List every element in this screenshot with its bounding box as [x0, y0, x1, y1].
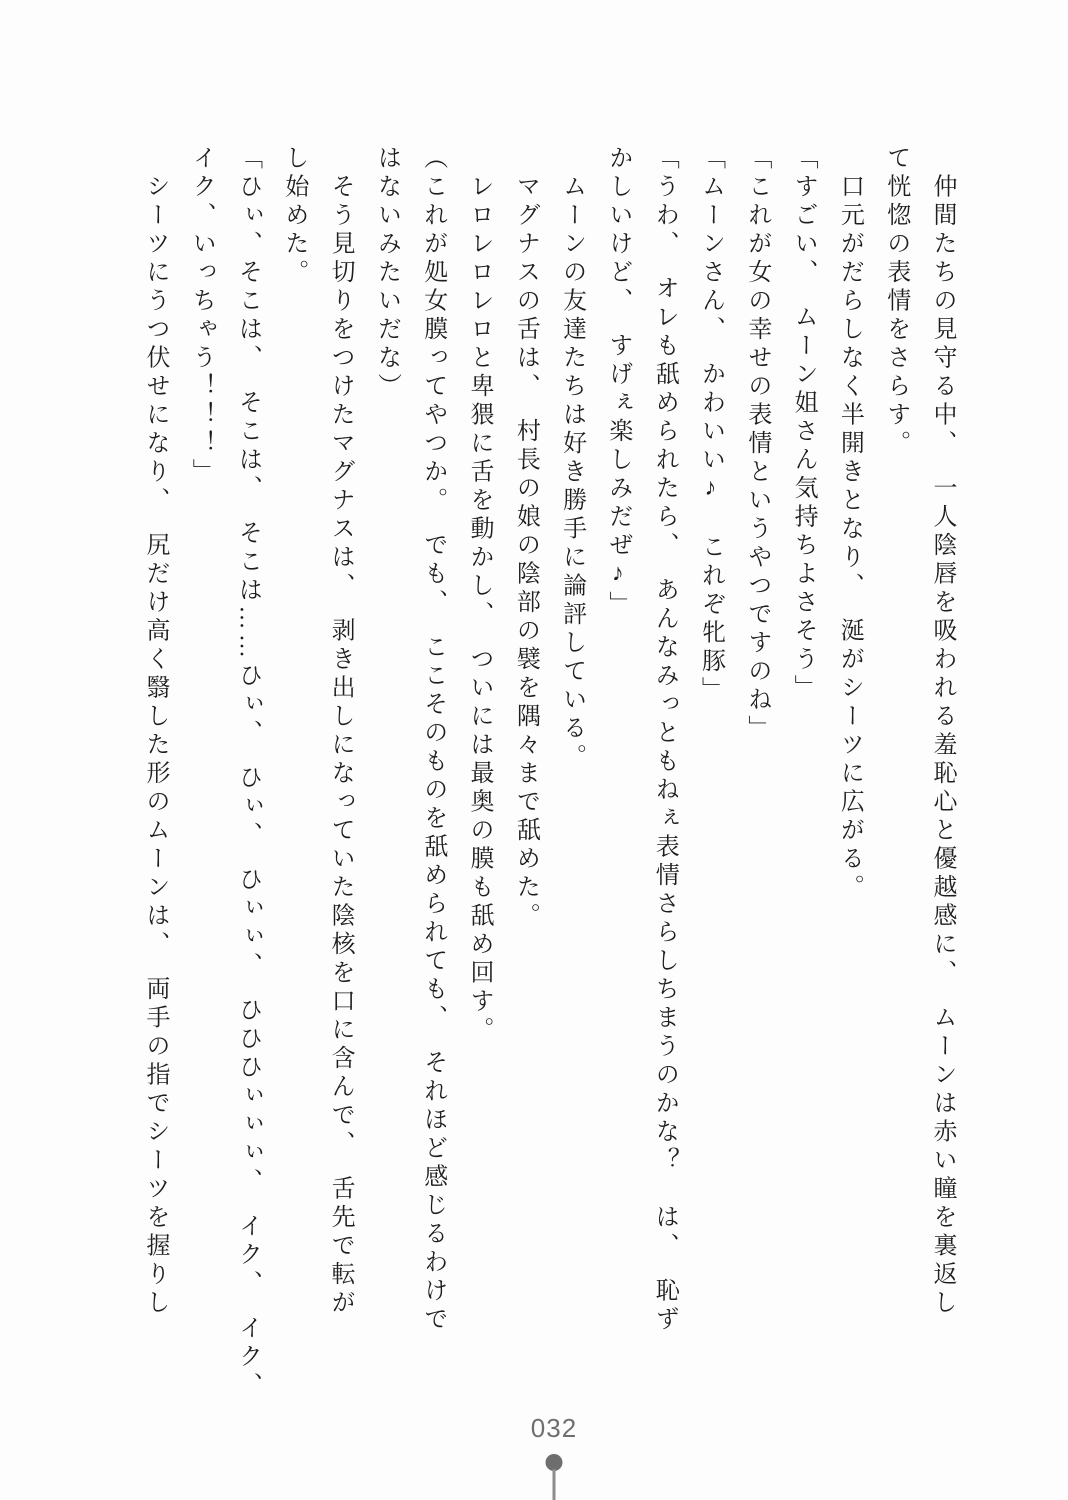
text-column: そう見切りをつけたマグナスは、 剥き出しになっていた陰核を口に含んで、 舌先で転が: [327, 145, 354, 1318]
text-column: 「ムーンさん、 かわいい♪ これぞ牝豚」: [697, 145, 724, 705]
text-column: レロレロレロと卑猥に舌を動かし、 ついには最奥の膜も舐め回す。: [466, 145, 493, 1045]
text-column: シーツにうつ伏せになり、 尻だけ高く翳した形のムーンは、 両手の指でシーツを握りし: [141, 145, 168, 1318]
text-column: 口元がだらしなく半開きとなり、 涎がシーツに広がる。: [836, 145, 863, 903]
text-column: 仲間たちの見守る中、 一人陰唇を吸われる羞恥心と優越感に、 ムーンは赤い瞳を裏返し: [929, 145, 955, 1318]
text-column: 「すごい、 ムーン姐さん気持ちよさそう」: [790, 145, 817, 703]
text-column: かしいけど、 すげぇ楽しみだぜ♪」: [604, 145, 631, 620]
text-column: （これが処女膜ってやつか。 でも、 ここそのものを舐められても、 それほど感じるわけで: [419, 145, 446, 1335]
text-column: マグナスの舌は、 村長の娘の陰部の襞を隅々まで舐めた。: [512, 145, 539, 931]
text-column: ムーンの友達たちは好き勝手に論評している。: [558, 145, 585, 772]
text-column: イク、いっちゃう！！！」: [188, 145, 215, 487]
novel-text-block: [132, 145, 965, 1401]
text-column: し始めた。: [280, 145, 307, 288]
text-column: 「これが女の幸せの表情というやつですのね」: [743, 145, 770, 744]
page-marker-line: [553, 1469, 556, 1500]
text-column: 「うわ、 オレも舐められたら、 あんなみっともねぇ表情さらしちまうのかな？ は、 恥ず: [651, 145, 678, 1335]
text-column: 「ひぃ、そこは、 そこは、 そこは……ひぃ、 ひぃ、 ひぃぃ、 ひひひぃぃぃ、 イク、 イク、: [234, 145, 261, 1401]
text-column: て恍惚の表情をさらす。: [882, 145, 909, 459]
text-column: はないみたいだな）: [373, 145, 400, 402]
page-number: 032: [530, 1413, 578, 1443]
